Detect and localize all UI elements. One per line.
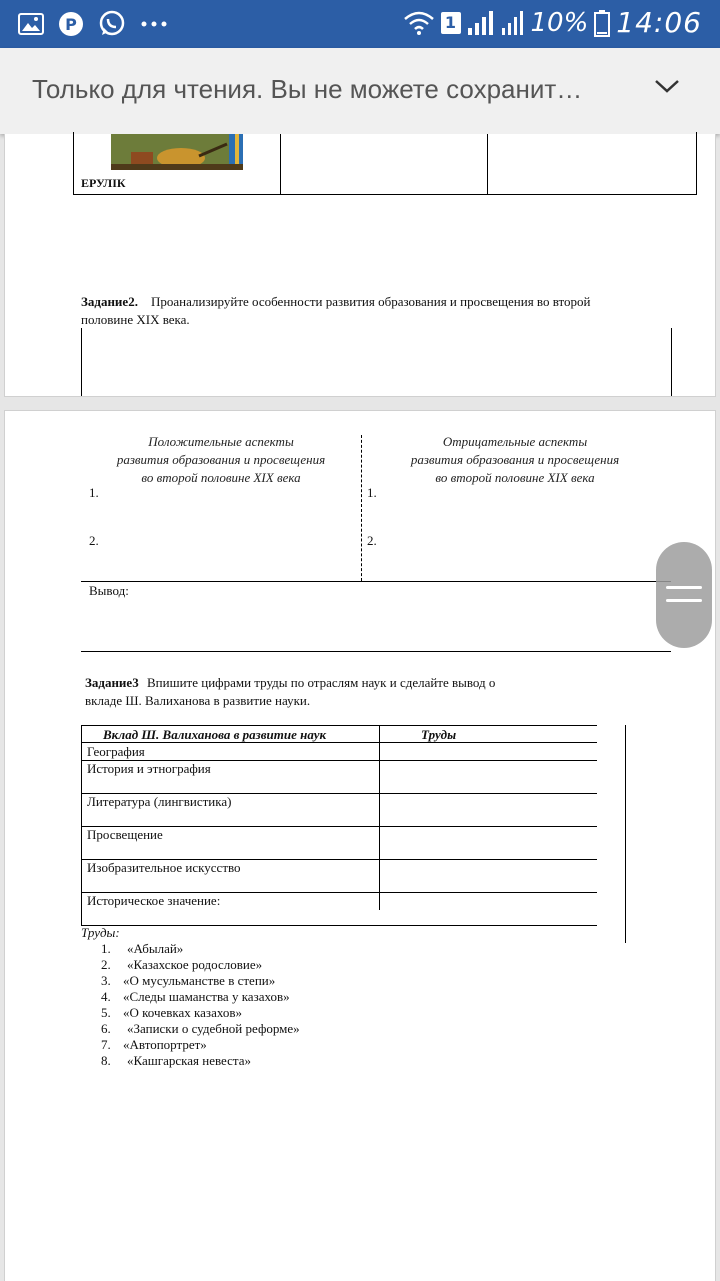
positive-aspects-header: Положительные аспекты развития образования и просвещения во второй половине XIX века: [116, 434, 326, 485]
negative-item-1: 1.: [367, 485, 377, 500]
pinterest-icon: [58, 11, 84, 37]
negative-item-2: 2.: [367, 533, 377, 548]
table-row: Историческое значение:: [87, 893, 221, 908]
battery-icon: [594, 9, 610, 37]
document-page-2: Положительные аспекты развития образования и просвещения во второй половине XIX века Отрицательные аспекты развития образования и просвещения во второй половине XIX века 1. 1. 2. 2. Вывод: Задание3 Впишите цифрами труды по отраслям наук и сделайте вывод о вкладе Ш. Валиханова в развитие науки. Вклад Ш. Валиханова в развитие наук Труды География История и этнография Литература (лингвистика) Просвещение Изобразительное искусство Историческое значение: Труды: 1. «Абылай» 2. «Казахское родословие» 3. «О мусульманстве в степи» 4. «Следы шаманства у казахов» 5. «О кочевках казахов» 6. «Записки о судебной реформе» 7. «Автопортрет» 8. «Кашгарская невеста»: [4, 410, 716, 1281]
conclusion-label: Вывод:: [89, 583, 129, 598]
table-row: Литература (лингвистика): [87, 794, 232, 809]
clock: 14:06: [616, 6, 702, 39]
portrait-illustration: [111, 134, 243, 170]
gallery-icon: [18, 12, 44, 36]
readonly-banner[interactable]: [0, 48, 720, 134]
negative-aspects-header: Отрицательные аспекты развития образования и просвещения во второй половине XIX века: [410, 434, 620, 485]
signal-icon-2: [501, 10, 525, 36]
sim-indicator: 1: [441, 12, 461, 34]
status-bar: [0, 0, 720, 48]
fragment-label: ЕРУЛІК: [81, 176, 126, 190]
document-page-1: [4, 134, 716, 397]
table-row: Изобразительное искусство: [87, 860, 241, 875]
table-row: История и этнография: [87, 761, 211, 776]
task3-text-line2: вкладе Ш. Валиханова в развитие науки.: [85, 693, 311, 708]
scroll-handle[interactable]: [656, 542, 712, 648]
wifi-icon: [403, 10, 435, 36]
table-row: География: [87, 744, 145, 759]
task2-title: Задание2.: [81, 294, 138, 309]
more-notifications-icon: [140, 19, 168, 29]
table-header-works: Труды: [421, 727, 457, 742]
signal-icon: [467, 10, 495, 36]
svg-text:P: P: [65, 15, 77, 34]
whatsapp-icon: [98, 10, 126, 38]
works-label: Труды:: [81, 925, 120, 940]
table-row: Просвещение: [87, 827, 163, 842]
task3-text-line1: Впишите цифрами труды по отраслям наук и сделайте вывод о: [147, 675, 496, 690]
task3-title: Задание3: [85, 675, 139, 690]
readonly-banner-text: Только для чтения. Вы не можете сохранит…: [32, 74, 583, 104]
positive-item-2: 2.: [89, 533, 99, 548]
positive-item-1: 1.: [89, 485, 99, 500]
task2-text-line2: половине XIX века.: [81, 312, 190, 327]
task2-text-line1: Проанализируйте особенности развития образования и просвещения во второй: [151, 294, 591, 309]
chevron-down-icon[interactable]: [654, 78, 680, 94]
battery-percent: 10%: [530, 7, 589, 38]
table-header-contribution: Вклад Ш. Валиханова в развитие наук: [103, 727, 327, 742]
